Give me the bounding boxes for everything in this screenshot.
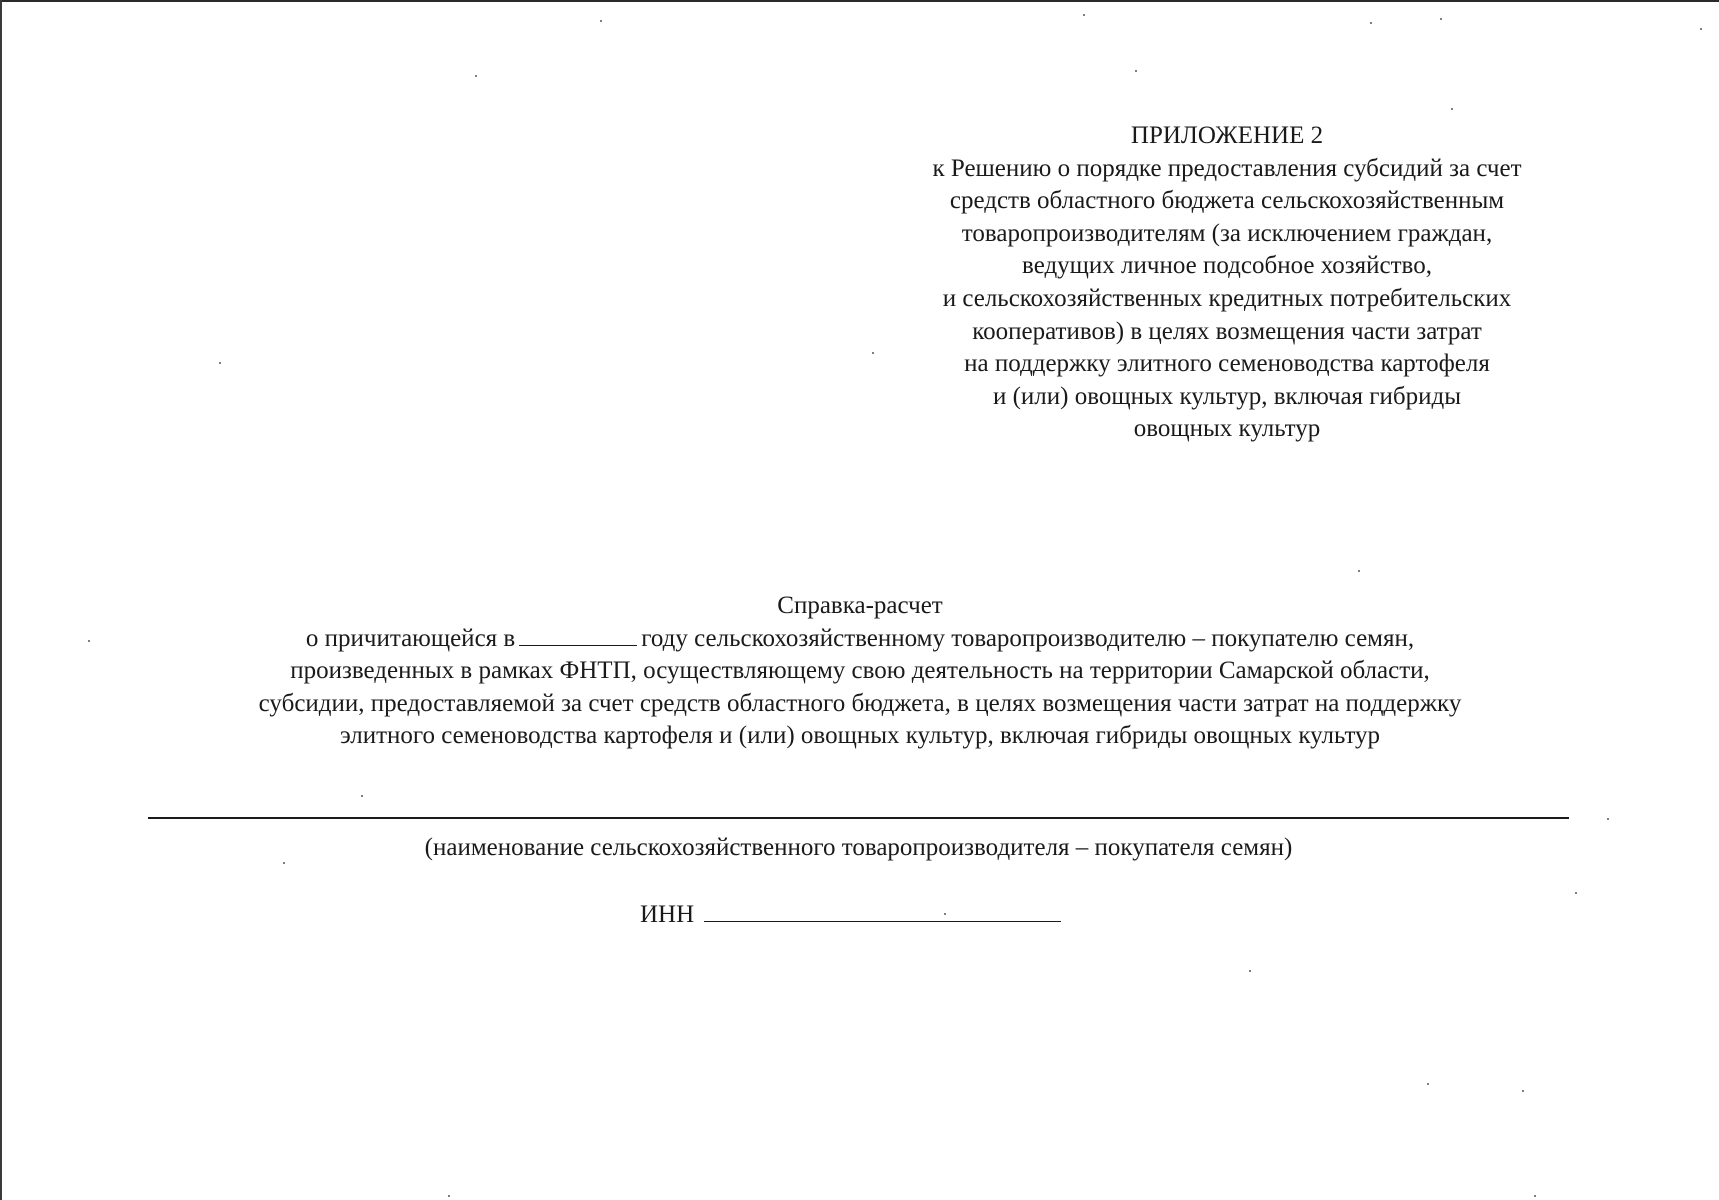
annex-header bbox=[872, 120, 1582, 446]
document-title bbox=[110, 590, 1610, 753]
scan-speck bbox=[1440, 18, 1442, 20]
annex-line: и сельскохозяйственных кредитных потребительских bbox=[942, 284, 1512, 312]
recipient-name-field[interactable] bbox=[148, 817, 1569, 819]
scan-speck bbox=[1534, 1195, 1536, 1197]
title-line: субсидии, предоставляемой за счет средств областного бюджета, в целях возмещения части затрат на поддержку bbox=[258, 689, 1462, 717]
annex-line: и (или) овощных культур, включая гибриды bbox=[992, 382, 1462, 410]
scan-speck bbox=[448, 1195, 450, 1197]
annex-line: кооперативов) в целях возмещения части затрат bbox=[972, 317, 1482, 345]
scan-speck bbox=[1607, 818, 1609, 820]
title-line: произведенных в рамках ФНТП, осуществляющему свою деятельность на территории Самарской области, bbox=[290, 657, 1430, 685]
scan-left-edge bbox=[0, 0, 2, 1200]
annex-line: товаропроизводителям (за исключением граждан, bbox=[961, 219, 1493, 247]
scan-speck bbox=[1522, 1090, 1524, 1092]
title-heading: Справка-расчет bbox=[777, 592, 943, 619]
title-line: элитного семеноводства картофеля и (или) овощных культур, включая гибриды овощных культур bbox=[339, 722, 1381, 750]
inn-blank-field[interactable] bbox=[704, 897, 1061, 922]
scan-speck bbox=[1249, 970, 1251, 972]
scan-speck bbox=[1358, 570, 1360, 572]
scan-speck bbox=[219, 362, 221, 364]
scan-speck bbox=[88, 640, 90, 642]
inn-row bbox=[640, 897, 1061, 933]
scan-speck bbox=[1083, 14, 1085, 16]
title-line-suffix: году сельскохозяйственному товаропроизводителю – покупателю семян, bbox=[641, 624, 1415, 652]
scan-speck bbox=[600, 20, 602, 22]
annex-line: овощных культур bbox=[1133, 415, 1321, 443]
scan-speck bbox=[944, 913, 946, 915]
recipient-name-caption: (наименование сельскохозяйственного товаропроизводителя – покупателя семян) bbox=[424, 834, 1293, 861]
scan-speck bbox=[1700, 28, 1702, 30]
annex-line: к Решению о порядке предоставления субсидий за счет bbox=[932, 154, 1522, 182]
inn-label: ИНН bbox=[640, 901, 695, 928]
title-line-prefix: о причитающейся в bbox=[305, 624, 516, 652]
scan-speck bbox=[1135, 70, 1137, 72]
annex-line: ведущих личное подсобное хозяйство, bbox=[1022, 252, 1432, 280]
title-line-year bbox=[110, 623, 1610, 656]
scan-top-edge bbox=[0, 0, 1719, 2]
scan-speck bbox=[1370, 22, 1372, 24]
scan-speck bbox=[1451, 108, 1453, 110]
scan-speck bbox=[1427, 1083, 1429, 1085]
annex-line: средств областного бюджета сельскохозяйственным bbox=[949, 187, 1505, 215]
annex-heading: ПРИЛОЖЕНИЕ 2 bbox=[1130, 122, 1324, 149]
scan-speck bbox=[1575, 892, 1577, 894]
year-blank-field[interactable] bbox=[519, 623, 637, 646]
scan-speck bbox=[361, 795, 363, 797]
annex-line: на поддержку элитного семеноводства картофеля bbox=[964, 350, 1490, 378]
scan-speck bbox=[872, 352, 874, 354]
scan-speck bbox=[283, 862, 285, 864]
scan-speck bbox=[475, 75, 477, 77]
